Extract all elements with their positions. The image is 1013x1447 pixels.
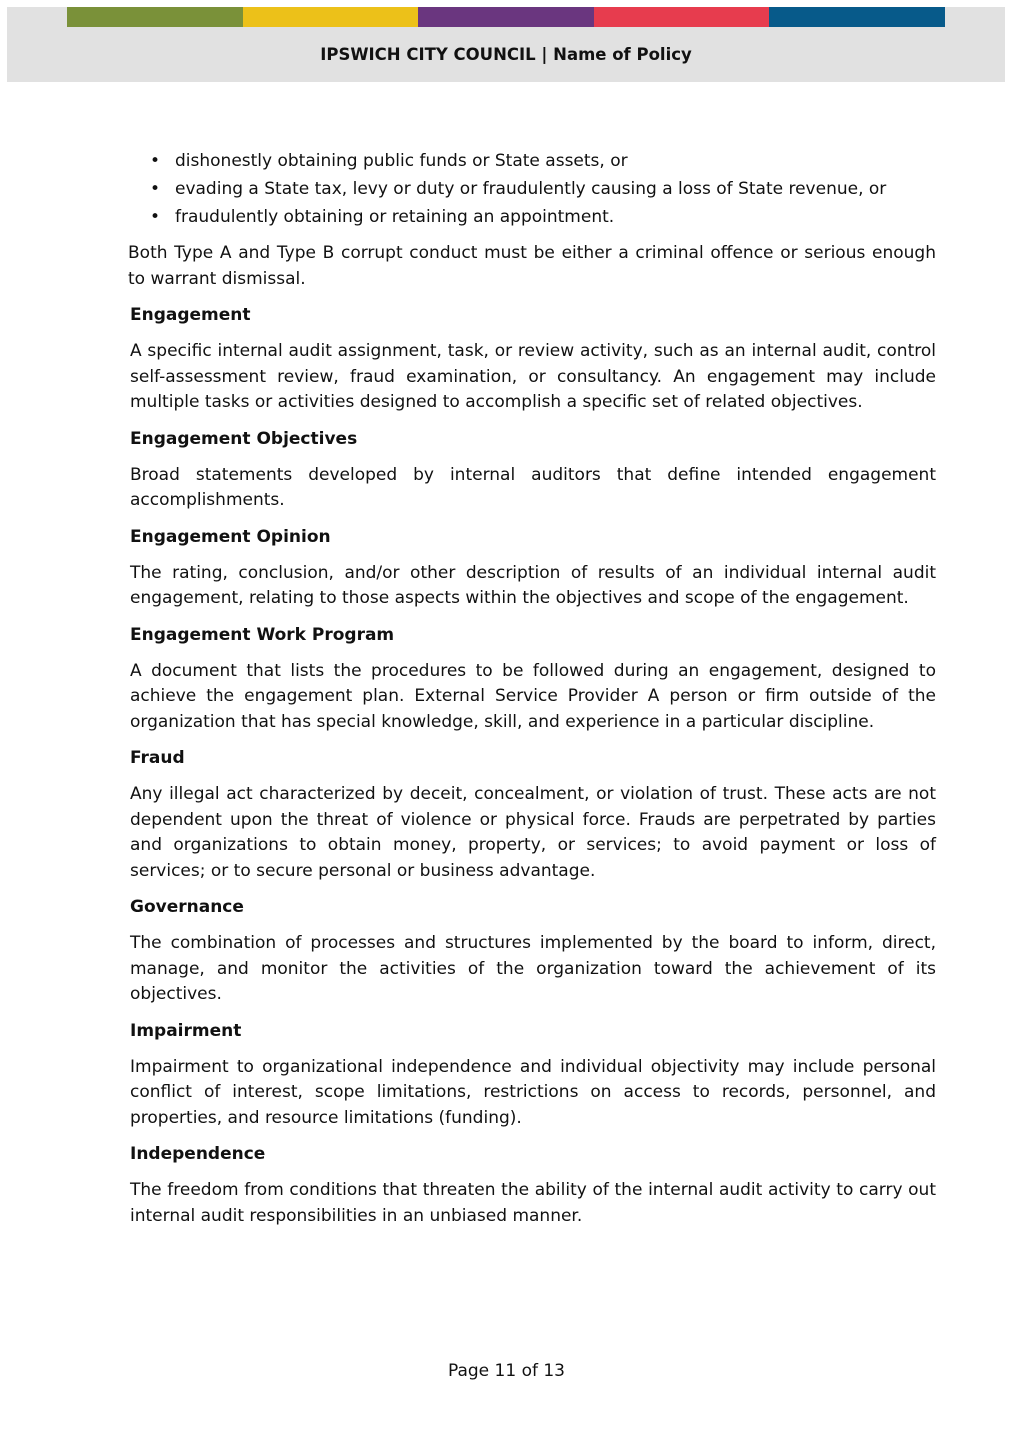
bullet-list <box>128 147 936 231</box>
term-definition: The rating, conclusion, and/or other description of results of an individual internal audit engagement, relating to those aspects within the objectives and scope of the engagement. <box>130 562 936 608</box>
term-engagement-objectives <box>130 427 936 514</box>
document-body <box>128 147 936 1229</box>
term-independence <box>130 1142 936 1229</box>
color-band-segment <box>594 7 770 27</box>
term-title: Independence <box>130 1144 266 1164</box>
color-band-segment <box>418 7 594 27</box>
term-definition: The freedom from conditions that threaten the ability of the internal audit activity to carry out internal audit responsibilities in an unbiased manner. <box>130 1180 936 1226</box>
term-fraud <box>130 746 936 884</box>
term-engagement-work-program <box>130 623 936 736</box>
term-title: Engagement Objectives <box>130 428 358 449</box>
term-definition: A specific internal audit assignment, task, or review activity, such as an internal audit, control self-assessment review, fraud examination, or consultancy. An engagement may include multiple tasks or activities designed to accomplish a specific set of related objectives. <box>130 341 936 412</box>
bullet-item: • fraudulently obtaining or retaining an appointment. <box>175 203 936 231</box>
term-definition: Impairment to organizational independence and individual objectivity may include personal conflict of interest, scope limitations, restrictions on access to records, personnel, and properties, and resource limitations (funding). <box>130 1056 936 1128</box>
term-governance <box>130 895 936 1008</box>
term-definition: A document that lists the procedures to be followed during an engagement, designed to achieve the engagement plan. External Service Provider A person or firm outside of the organization that has special knowledge, skill, and experience in a particular discipline. <box>130 660 936 732</box>
color-band-segment <box>243 7 419 27</box>
term-impairment <box>130 1019 936 1132</box>
term-title: Impairment <box>130 1020 242 1041</box>
color-band-segment <box>67 7 243 27</box>
header-color-band <box>67 7 945 27</box>
term-definition: The combination of processes and structures implemented by the board to inform, direct, manage, and monitor the activities of the organization toward the achievement of its objectives. <box>130 933 936 1004</box>
intro-paragraph: Both Type A and Type B corrupt conduct must be either a criminal offence or serious enough to warrant dismissal. <box>128 243 936 289</box>
term-engagement <box>130 303 936 416</box>
term-definition: Any illegal act characterized by deceit, concealment, or violation of trust. These acts are not dependent upon the threat of violence or physical force. Frauds are perpetrated by parties and organizations to obtain money, property, or services; to avoid payment or loss of services; or to secure personal or business advantage. <box>130 784 936 881</box>
page-number: Page 11 of 13 <box>447 1361 566 1381</box>
term-title: Engagement Work Program <box>130 624 395 645</box>
bullet-item: • dishonestly obtaining public funds or State assets, or <box>175 147 936 175</box>
bullet-item: • evading a State tax, levy or duty or fraudulently causing a loss of State revenue, or <box>175 175 936 203</box>
term-engagement-opinion <box>130 525 936 612</box>
term-title: Fraud <box>130 748 185 768</box>
term-definition: Broad statements developed by internal auditors that define intended engagement accomplishments. <box>130 464 936 510</box>
page-header <box>7 7 1005 82</box>
color-band-segment <box>769 7 945 27</box>
term-title: Engagement Opinion <box>130 526 331 547</box>
term-title: Governance <box>130 897 244 917</box>
term-title: Engagement <box>130 305 251 325</box>
header-title: IPSWICH CITY COUNCIL | Name of Policy <box>320 45 692 64</box>
